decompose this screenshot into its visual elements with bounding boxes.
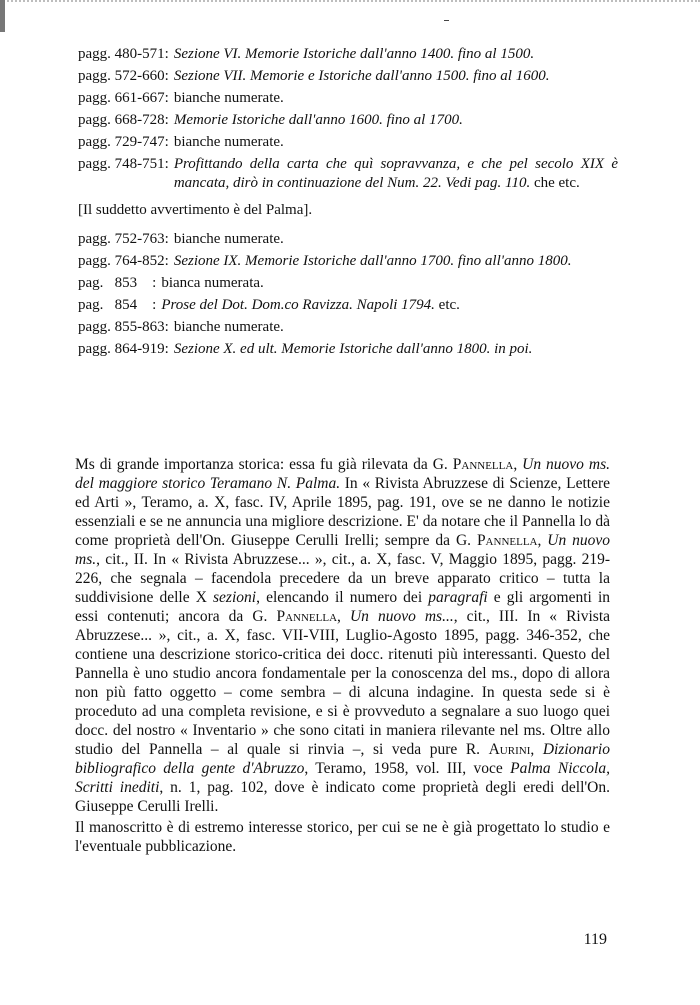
- scan-mark: [444, 20, 449, 21]
- entry-description: Sezione IX. Memorie Istoriche dall'anno 1700. fino all'anno 1800.: [173, 253, 572, 269]
- author-name: Aurini: [488, 741, 531, 758]
- title-italic: Palma Niccola, Scritti inediti: [75, 760, 610, 796]
- text-run: ,: [337, 608, 350, 625]
- title-italic: Un nuovo ms. del maggiore storico Teramano N. Palma.: [75, 456, 610, 492]
- scan-corner-mark: [0, 0, 5, 32]
- text-run: e gli argomenti in essi contenuti; ancora da G.: [75, 589, 610, 625]
- entry-description: bianche numerate.: [173, 90, 284, 106]
- body-text: [75, 455, 610, 858]
- text-run: In « Rivista Abruzzese di Scienze, Lettere ed Arti », Teramo, a. X, fasc. IV, Aprile 1895, pag. 191, ove se ne danno le notizie essenziali e se ne annuncia una migliore descrizione. E' da notare che il Pannella lo dà come proprietà dell'On. Giuseppe Cerulli Irelli; sempre da G.: [75, 475, 610, 549]
- text-run: , elencando il numero dei: [256, 589, 429, 606]
- list-item: [78, 296, 618, 315]
- page-entries-list: [78, 45, 618, 362]
- entry-description: [156, 296, 618, 315]
- list-item: [78, 340, 618, 359]
- entry-pages: pagg. 668-728:: [78, 112, 169, 128]
- entry-pages: pagg. 864-919:: [78, 341, 169, 357]
- list-item: [78, 67, 618, 86]
- entry-pages: pagg. 729-747:: [78, 134, 169, 150]
- entry-pages: pag. 854 :: [78, 297, 157, 313]
- title-italic: Dizionario bibliografico della gente d'Abruzzo: [75, 741, 610, 777]
- entry-description: bianche numerate.: [173, 319, 284, 335]
- page-number: 119: [583, 931, 607, 948]
- entry-description: Sezione VII. Memorie e Istoriche dall'anno 1500. fino al 1600.: [173, 68, 550, 84]
- entry-pages: pagg. 752-763:: [78, 231, 169, 247]
- list-item: [78, 155, 618, 193]
- editor-note: [Il suddetto avvertimento è del Palma].: [78, 202, 313, 218]
- list-item: [78, 89, 618, 108]
- entry-pages: pagg. 748-751:: [78, 156, 169, 172]
- entry-description: bianche numerate.: [173, 231, 284, 247]
- title-italic: Un nuovo ms...: [349, 608, 454, 625]
- entry-pages: pag. 853 :: [78, 275, 157, 291]
- author-name: Pannella: [276, 608, 338, 625]
- text-run: ,: [537, 532, 548, 549]
- text-run: , n. 1, pag. 102, dove è indicato come proprietà degli eredi dell'On. Giuseppe Cerulli Irelli.: [75, 779, 611, 815]
- top-edge-border: [0, 0, 700, 5]
- list-item: [78, 252, 618, 271]
- entry-description: Sezione X. ed ult. Memorie Istoriche dall'anno 1800. in poi.: [173, 341, 533, 357]
- entry-description: [169, 155, 618, 193]
- entry-pages: pagg. 661-667:: [78, 90, 169, 106]
- entry-roman-text: che etc.: [530, 175, 580, 191]
- text-run: , cit., III. In « Rivista Abruzzese... », cit., a. X, fasc. VII-VIII, Luglio-Agosto 1895, pagg. 346-352, che contiene una descrizione storico-critica dei docc. ritenuti più interessanti. Questo del Pannella è uno studio ancora fondamentale per la conoscenza del ms., dopo di allora non più fatto oggetto – come sembra – di alcuna indagine. In questa sede si è proceduto ad una completa revisione, e si è provveduto a segnalare a suo luogo quei docc. del nostro « Inventario » che sono citati in maniera rilevante nel ms. Oltre allo studio del Pannella – al quale si rinvia –, si veda pure R.: [75, 608, 610, 758]
- entry-description: Sezione VI. Memorie Istoriche dall'anno 1400. fino al 1500.: [173, 46, 535, 62]
- text-run: ,: [513, 456, 523, 473]
- text-run: , Teramo, 1958, vol. III, voce: [304, 760, 511, 777]
- title-italic: Un nuovo ms.: [75, 532, 611, 568]
- text-run: ,: [530, 741, 543, 758]
- list-item: [78, 274, 618, 293]
- paragraph-conclusion: Il manoscritto è di estremo interesse storico, per cui se ne è già progettato lo studio e l'eventuale pubblicazione.: [75, 819, 610, 855]
- list-item: [78, 111, 618, 130]
- entry-pages: pagg. 572-660:: [78, 68, 169, 84]
- paragraph-description: [75, 455, 610, 816]
- list-item: [78, 230, 618, 249]
- entry-italic-text: Prose del Dot. Dom.co Ravizza. Napoli 1794.: [161, 297, 435, 313]
- list-item: [78, 318, 618, 337]
- entry-description: Memorie Istoriche dall'anno 1600. fino al 1700.: [173, 112, 463, 128]
- term-italic: sezioni: [213, 589, 257, 606]
- list-item: [78, 133, 618, 152]
- entry-description: bianche numerate.: [173, 134, 284, 150]
- entry-roman-text: etc.: [434, 297, 460, 313]
- entry-pages: pagg. 764-852:: [78, 253, 169, 269]
- entry-italic-text: Profittando della carta che quì sopravvanza, e che pel secolo XIX è mancata, dirò in continuazione del Num. 22. Vedi pag. 110.: [173, 156, 618, 191]
- text-run: , cit., II. In « Rivista Abruzzese... », cit., a. X, fasc. V, Maggio 1895, pagg. 219-226, che segnala – facendola precedere da un breve apparato critico – tutta la suddivisione delle X: [75, 551, 610, 606]
- text-run: Ms di grande importanza storica: essa fu già rilevata da G.: [75, 456, 453, 473]
- author-name: Pannella: [476, 532, 538, 549]
- entry-description: bianca numerata.: [161, 275, 264, 291]
- list-item: [78, 45, 618, 64]
- entry-pages: pagg. 480-571:: [78, 46, 169, 62]
- author-name: Pannella: [452, 456, 514, 473]
- term-italic: paragrafi: [428, 589, 488, 606]
- entry-pages: pagg. 855-863:: [78, 319, 169, 335]
